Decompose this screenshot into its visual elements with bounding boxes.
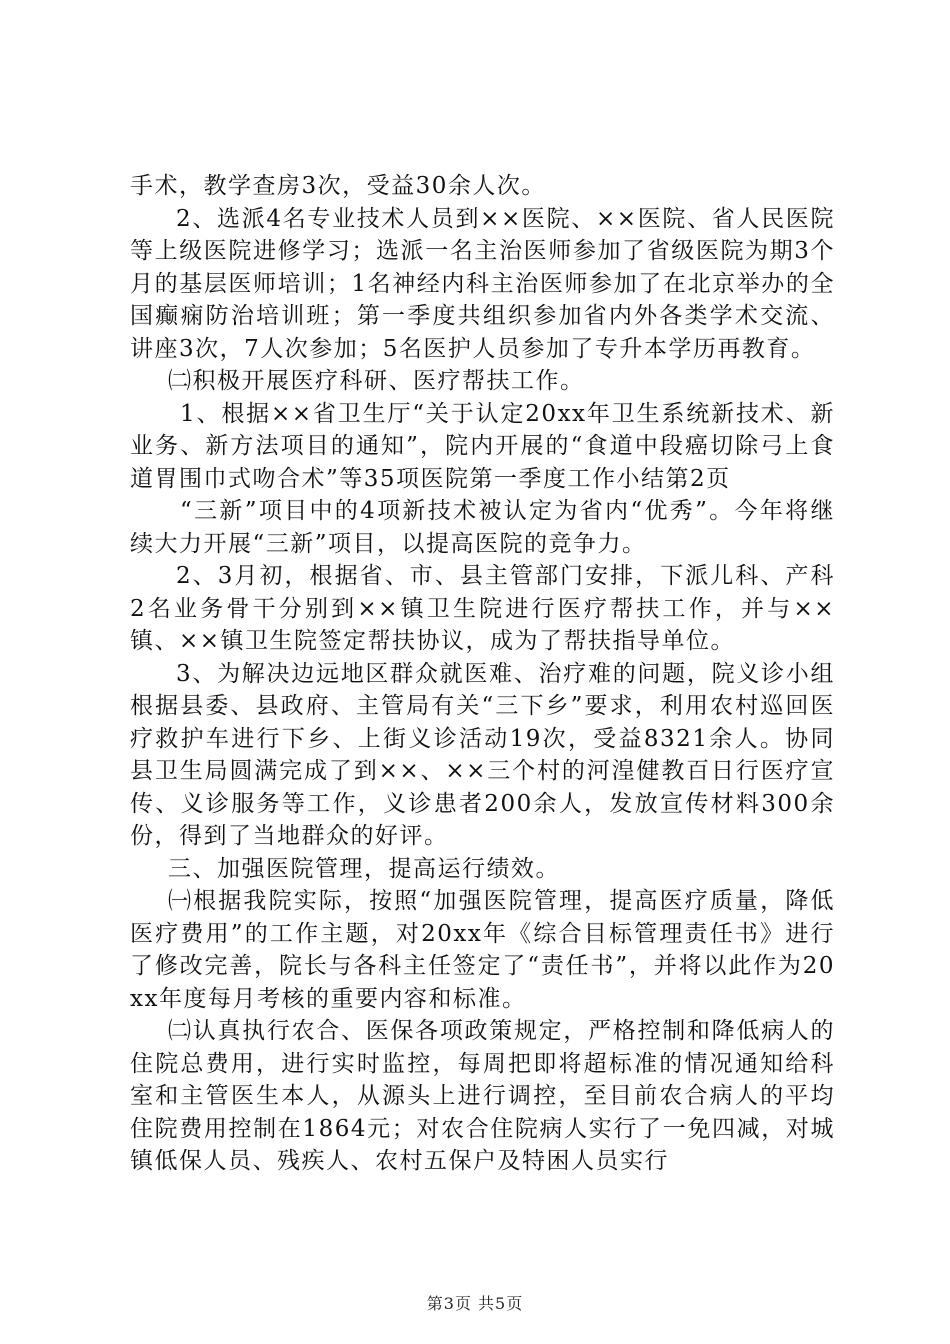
paragraph-section-heading-management: 三、加强医院管理，提高运行绩效。 [168, 855, 560, 882]
paragraph-item-1-new-tech: 1、根据××省卫生厅“关于认定20xx年卫生系统新技术、新业务、新方法项目的通知”，院内开展的“食道中段癌切除弓上食道胃围巾式吻合术”等35项医院第一季度工作小结第2页 [130, 400, 835, 492]
paragraph-item-2-assistance: 2、3月初，根据省、市、县主管部门安排，下派儿科、产科2名业务骨干分别到××镇卫生院进行医疗帮扶工作，并与××镇、××镇卫生院签定帮扶协议，成为了帮扶指导单位。 [130, 563, 835, 654]
paragraph-three-new-projects: “三新”项目中的4项新技术被认定为省内“优秀”。今年将继续大力开展“三新”项目，以提高医院的竞争力。 [130, 498, 835, 557]
paragraph-item-management-2: ㈡认真执行农合、医保各项政策规定，严格控制和降低病人的住院总费用，进行实时监控，每周把即将超标准的情况通知给科室和主管医生本人，从源头上进行调控，至目前农合病人的平均住院费用控制在1864元；对农合住院病人实行了一免四减，对城镇低保人员、残疾人、农村五保户及特困人员实行 [130, 1018, 835, 1174]
paragraph-item-management-1: ㈠根据我院实际，按照“加强医院管理，提高医疗质量，降低医疗费用”的工作主题，对20xx年《综合目标管理责任书》进行了修改完善，院长与各科主任签定了“责任书”，并将以此作为20xx年度每月考核的重要内容和标准。 [130, 888, 835, 1012]
page-footer: 第3页 共5页 [426, 1294, 524, 1313]
document-body [130, 170, 835, 1178]
paragraph-item-2-training: 2、选派4名专业技术人员到××医院、××医院、省人民医院等上级医院进修学习；选派一名主治医师参加了省级医院为期3个月的基层医师培训；1名神经内科主治医师参加了在北京举办的全国癫痫防治培训班；第一季度共组织参加省内外各类学术交流、讲座3次，7人次参加；5名医护人员参加了专升本学历再教育。 [130, 205, 835, 362]
paragraph-continuation: 手术，教学查房3次，受益30余人次。 [130, 173, 546, 199]
paragraph-section-heading-research: ㈡积极开展医疗科研、医疗帮扶工作。 [168, 368, 585, 394]
paragraph-item-3-free-clinic: 3、为解决边远地区群众就医难、治疗难的问题，院义诊小组根据县委、县政府、主管局有关“三下乡”要求，利用农村巡回医疗救护车进行下乡、上街义诊活动19次，受益8321余人。协同县卫生局圆满完成了到××、××三个村的河湟健教百日行医疗宣传、义诊服务等工作，义诊患者200余人，发放宣传材料300余份，得到了当地群众的好评。 [130, 660, 835, 849]
